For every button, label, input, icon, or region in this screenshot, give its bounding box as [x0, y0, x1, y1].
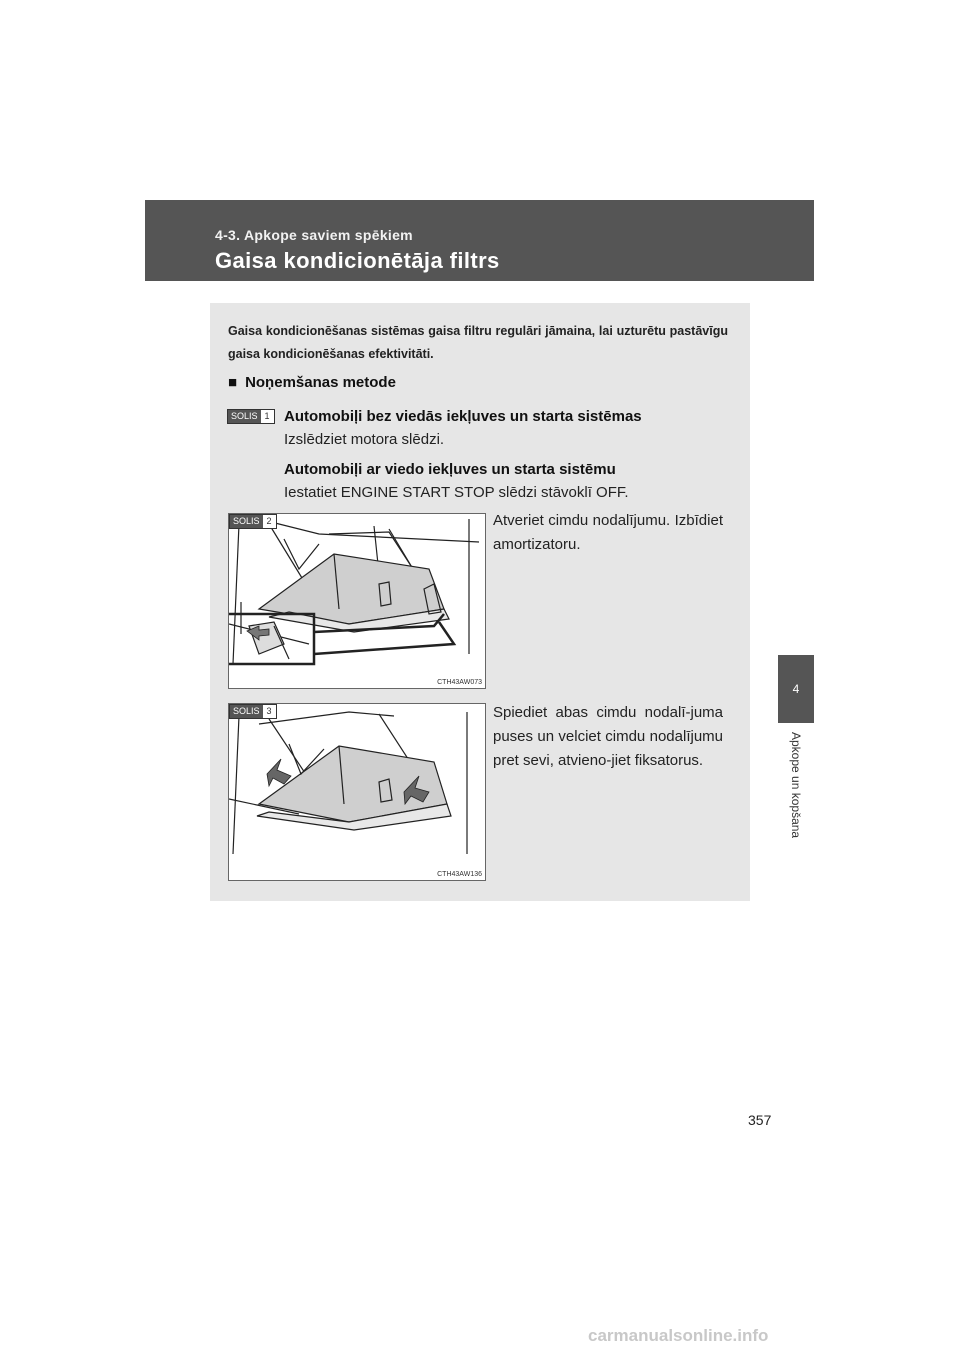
- step1-text-a: Izslēdziet motora slēdzi.: [284, 431, 445, 448]
- chapter-tab[interactable]: [778, 655, 814, 723]
- bullet-square-icon: ■: [228, 374, 238, 391]
- step3-text: Spiediet abas cimdu nodalī-juma puses un velciet cimdu nodalījumu pret sevi, atvieno-jiet fiksatorus.: [493, 704, 723, 769]
- step-badge-2: [229, 514, 277, 529]
- figure-code: CTH43AW136: [437, 871, 482, 878]
- intro-text: Gaisa kondicionēšanas sistēmas gaisa filtru regulāri jāmaina, lai uzturētu pastāvīgu gaisa kondicionēšanas efektivitāti.: [228, 324, 728, 361]
- step-label: SOLIS: [230, 705, 263, 718]
- step1-title-b: Automobiļi ar viedo iekļuves un starta sistēmu: [284, 461, 616, 478]
- page-number: 357: [748, 1112, 772, 1128]
- step-label: SOLIS: [228, 410, 261, 423]
- step-badge-3: [229, 704, 277, 719]
- figure-step2: [228, 513, 486, 689]
- section-label: 4-3. Apkope saviem spēkiem: [215, 227, 413, 243]
- step2-text: Atveriet cimdu nodalījumu. Izbīdiet amortizatoru.: [493, 512, 723, 553]
- section-heading: [228, 374, 396, 391]
- step-badge-1: [227, 409, 275, 424]
- step1-title-a: Automobiļi bez viedās iekļuves un starta sistēmas: [284, 408, 642, 425]
- step-number: 3: [266, 706, 272, 716]
- header-bar: [145, 200, 814, 281]
- page-title: Gaisa kondicionētāja filtrs: [215, 248, 500, 273]
- step1-text-b: Iestatiet ENGINE START STOP slēdzi stāvoklī OFF.: [284, 484, 629, 501]
- glovebox-open-illustration: [229, 514, 485, 688]
- step-number: 2: [266, 516, 272, 526]
- figure-code: CTH43AW073: [437, 679, 482, 686]
- step-label: SOLIS: [230, 515, 263, 528]
- heading-text: Noņemšanas metode: [245, 374, 396, 391]
- chapter-title-text: Apkope un kopšana: [789, 732, 803, 839]
- figure-step3: [228, 703, 486, 881]
- watermark: carmanualsonline.info: [588, 1326, 769, 1345]
- chapter-title: [778, 732, 814, 882]
- step-number: 1: [264, 411, 270, 421]
- glovebox-release-illustration: [229, 704, 485, 880]
- chapter-number: 4: [792, 682, 800, 696]
- content-box: [210, 303, 750, 901]
